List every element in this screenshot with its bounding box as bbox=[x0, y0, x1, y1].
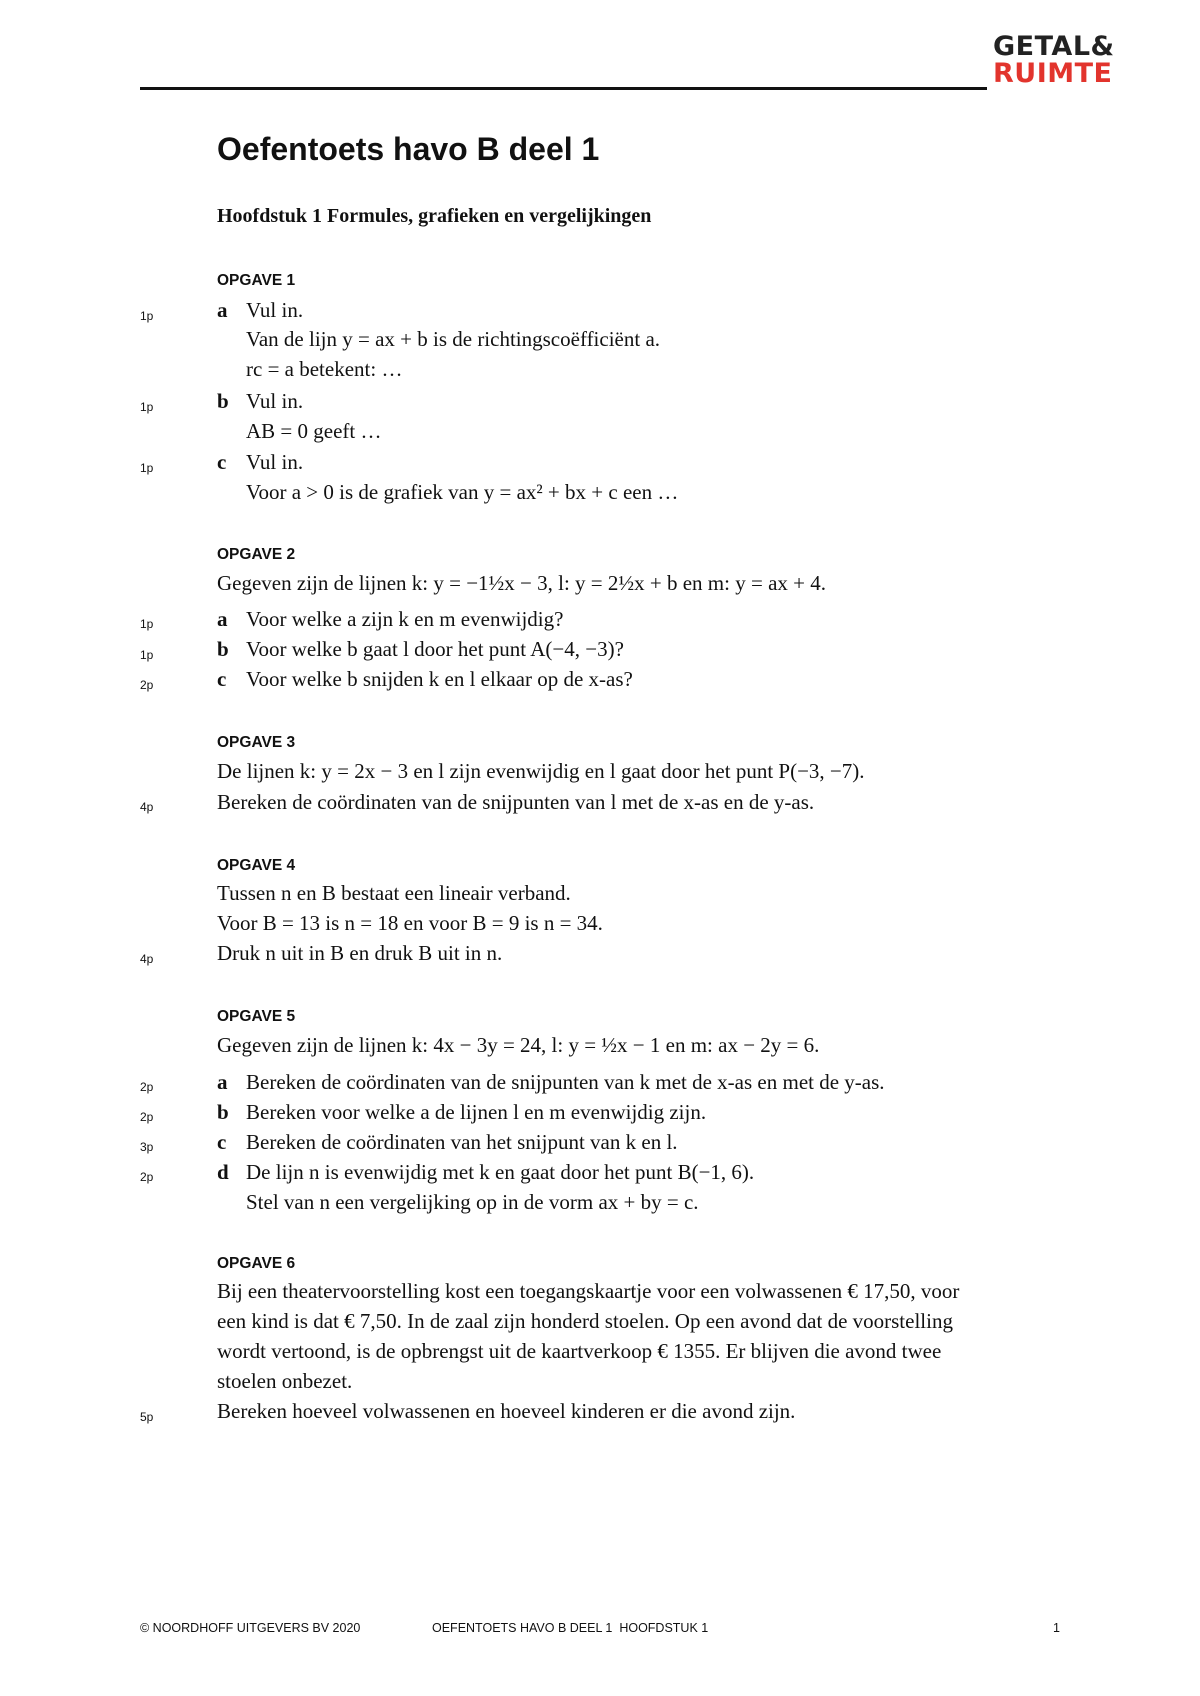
opgave-5-intro: Gegeven zijn de lijnen k: 4x − 3y = 24, l: y = ½x − 1 en m: ax − 2y = 6. bbox=[217, 1033, 820, 1057]
opgave-1b-text: Vul in. bbox=[246, 389, 304, 413]
opgave-2-heading: OPGAVE 2 bbox=[217, 546, 296, 563]
opgave-3-heading: OPGAVE 3 bbox=[217, 734, 296, 751]
opgave-1b-points: 1p bbox=[140, 400, 154, 414]
opgave-6-line-5: Bereken hoeveel volwassenen en hoeveel kinderen er die avond zijn. bbox=[217, 1399, 796, 1423]
opgave-2a-text: Voor welke a zijn k en m evenwijdig? bbox=[246, 607, 564, 631]
opgave-4-line-1: Tussen n en B bestaat een lineair verband. bbox=[217, 881, 571, 905]
opgave-1c-points: 1p bbox=[140, 461, 154, 475]
opgave-2c-text: Voor welke b snijden k en l elkaar op de x-as? bbox=[246, 667, 633, 691]
opgave-2b-letter: b bbox=[217, 637, 229, 661]
opgave-2c-letter: c bbox=[217, 667, 227, 691]
logo-line-1: GETAL& bbox=[993, 31, 1115, 62]
footer-copyright: © NOORDHOFF UITGEVERS BV 2020 bbox=[140, 1621, 361, 1635]
opgave-2a-letter: a bbox=[217, 607, 228, 631]
opgave-5c-points: 3p bbox=[140, 1140, 154, 1154]
opgave-6-heading: OPGAVE 6 bbox=[217, 1255, 296, 1272]
opgave-2-intro: Gegeven zijn de lijnen k: y = −1½x − 3, l: y = 2½x + b en m: y = ax + 4. bbox=[217, 571, 826, 595]
opgave-5b-text: Bereken voor welke a de lijnen l en m evenwijdig zijn. bbox=[246, 1100, 707, 1124]
opgave-1b-line-2: AB = 0 geeft … bbox=[246, 419, 382, 443]
opgave-6-points: 5p bbox=[140, 1410, 154, 1424]
opgave-1b-letter: b bbox=[217, 389, 229, 413]
opgave-1-heading: OPGAVE 1 bbox=[217, 272, 296, 289]
opgave-5a-text: Bereken de coördinaten van de snijpunten van k met de x-as en met de y-as. bbox=[246, 1070, 885, 1094]
chapter-title: Hoofdstuk 1 Formules, grafieken en vergelijkingen bbox=[217, 205, 652, 227]
opgave-5a-points: 2p bbox=[140, 1080, 154, 1094]
opgave-1c-text: Vul in. bbox=[246, 450, 304, 474]
opgave-3-line-1: De lijnen k: y = 2x − 3 en l zijn evenwijdig en l gaat door het punt P(−3, −7). bbox=[217, 759, 865, 783]
opgave-5b-points: 2p bbox=[140, 1110, 154, 1124]
opgave-5b-letter: b bbox=[217, 1100, 229, 1124]
opgave-4-line-3: Druk n uit in B en druk B uit in n. bbox=[217, 941, 503, 965]
opgave-2b-points: 1p bbox=[140, 648, 154, 662]
opgave-5c-text: Bereken de coördinaten van het snijpunt van k en l. bbox=[246, 1130, 678, 1154]
opgave-4-heading: OPGAVE 4 bbox=[217, 857, 296, 874]
opgave-6-line-2: een kind is dat € 7,50. In de zaal zijn honderd stoelen. Op een avond dat de voorstelling bbox=[217, 1309, 953, 1333]
page-title: Oefentoets havo B deel 1 bbox=[217, 131, 600, 167]
logo-line-2: RUIMTE bbox=[993, 58, 1113, 89]
opgave-3-points: 4p bbox=[140, 800, 154, 814]
getal-ruimte-logo bbox=[993, 33, 1115, 87]
opgave-5c-letter: c bbox=[217, 1130, 227, 1154]
opgave-4-points: 4p bbox=[140, 952, 154, 966]
opgave-2a-points: 1p bbox=[140, 617, 154, 631]
opgave-3-line-2: Bereken de coördinaten van de snijpunten van l met de x-as en de y-as. bbox=[217, 790, 815, 814]
opgave-5d-points: 2p bbox=[140, 1170, 154, 1184]
opgave-1a-line-2: Van de lijn y = ax + b is de richtingscoëfficiënt a. bbox=[246, 327, 661, 351]
opgave-4-line-2: Voor B = 13 is n = 18 en voor B = 9 is n = 34. bbox=[217, 911, 603, 935]
opgave-1a-line-3: rc = a betekent: … bbox=[246, 357, 403, 381]
opgave-5-heading: OPGAVE 5 bbox=[217, 1008, 296, 1025]
opgave-2b-text: Voor welke b gaat l door het punt A(−4, −3)? bbox=[246, 637, 624, 661]
opgave-6-line-4: stoelen onbezet. bbox=[217, 1369, 353, 1393]
opgave-1c-letter: c bbox=[217, 450, 227, 474]
opgave-6-line-3: wordt vertoond, is de opbrengst uit de kaartverkoop € 1355. Er blijven die avond twee bbox=[217, 1339, 942, 1363]
footer-document-title: OEFENTOETS HAVO B DEEL 1 HOOFDSTUK 1 bbox=[432, 1621, 709, 1635]
opgave-5d-line-2: Stel van n een vergelijking op in de vorm ax + by = c. bbox=[246, 1190, 699, 1214]
opgave-1a-text: Vul in. bbox=[246, 298, 304, 322]
opgave-2c-points: 2p bbox=[140, 678, 154, 692]
opgave-1a-points: 1p bbox=[140, 309, 154, 323]
opgave-5a-letter: a bbox=[217, 1070, 228, 1094]
opgave-1c-line-2: Voor a > 0 is de grafiek van y = ax² + bx + c een … bbox=[246, 480, 679, 504]
header-rule bbox=[140, 87, 987, 90]
footer-page-number: 1 bbox=[1053, 1621, 1060, 1635]
opgave-5d-text: De lijn n is evenwijdig met k en gaat door het punt B(−1, 6). bbox=[246, 1160, 755, 1184]
opgave-1a-letter: a bbox=[217, 298, 228, 322]
opgave-6-line-1: Bij een theatervoorstelling kost een toegangskaartje voor een volwassenen € 17,50, voor bbox=[217, 1279, 960, 1303]
opgave-5d-letter: d bbox=[217, 1160, 229, 1184]
